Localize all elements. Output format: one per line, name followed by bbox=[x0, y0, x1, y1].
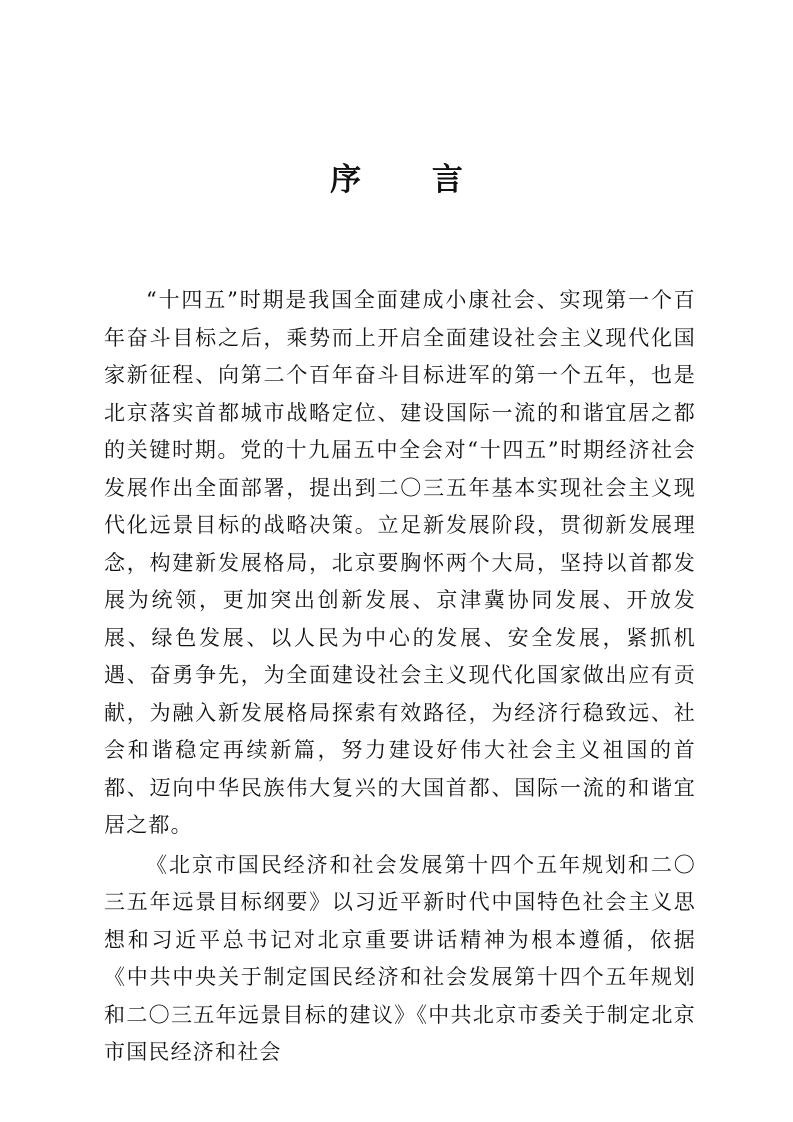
document-body bbox=[104, 282, 696, 1074]
paragraph-1: “十四五”时期是我国全面建成小康社会、实现第一个百年奋斗目标之后，乘势而上开启全面建设社会主义现代化国家新征程、向第二个百年奋斗目标进军的第一个五年，也是北京落实首都城市战略定位、建设国际一流的和谐宜居之都的关键时期。党的十九届五中全会对“十四五”时期经济社会发展作出全面部署，提出到二〇三五年基本实现社会主义现代化远景目标的战略决策。立足新发展阶段，贯彻新发展理念，构建新发展格局，北京要胸怀两个大局，坚持以首都发展为统领，更加突出创新发展、京津冀协同发展、开放发展、绿色发展、以人民为中心的发展、安全发展，紧抓机遇、奋勇争先，为全面建设社会主义现代化国家做出应有贡献，为融入新发展格局探索有效路径，为经济行稳致远、社会和谐稳定再续新篇，努力建设好伟大社会主义祖国的首都、迈向中华民族伟大复兴的大国首都、国际一流的和谐宜居之都。 bbox=[104, 288, 696, 837]
paragraph-2: 《北京市国民经济和社会发展第十四个五年规划和二〇三五年远景目标纲要》以习近平新时代中国特色社会主义思想和习近平总书记对北京重要讲话精神为根本遵循，依据《中共中央关于制定国民经济和社会发展第十四个五年规划和二〇三五年远景目标的建议》《中共北京市委关于制定北京市国民经济和社会 bbox=[104, 852, 696, 1064]
page-title: 序 言 bbox=[330, 162, 493, 198]
